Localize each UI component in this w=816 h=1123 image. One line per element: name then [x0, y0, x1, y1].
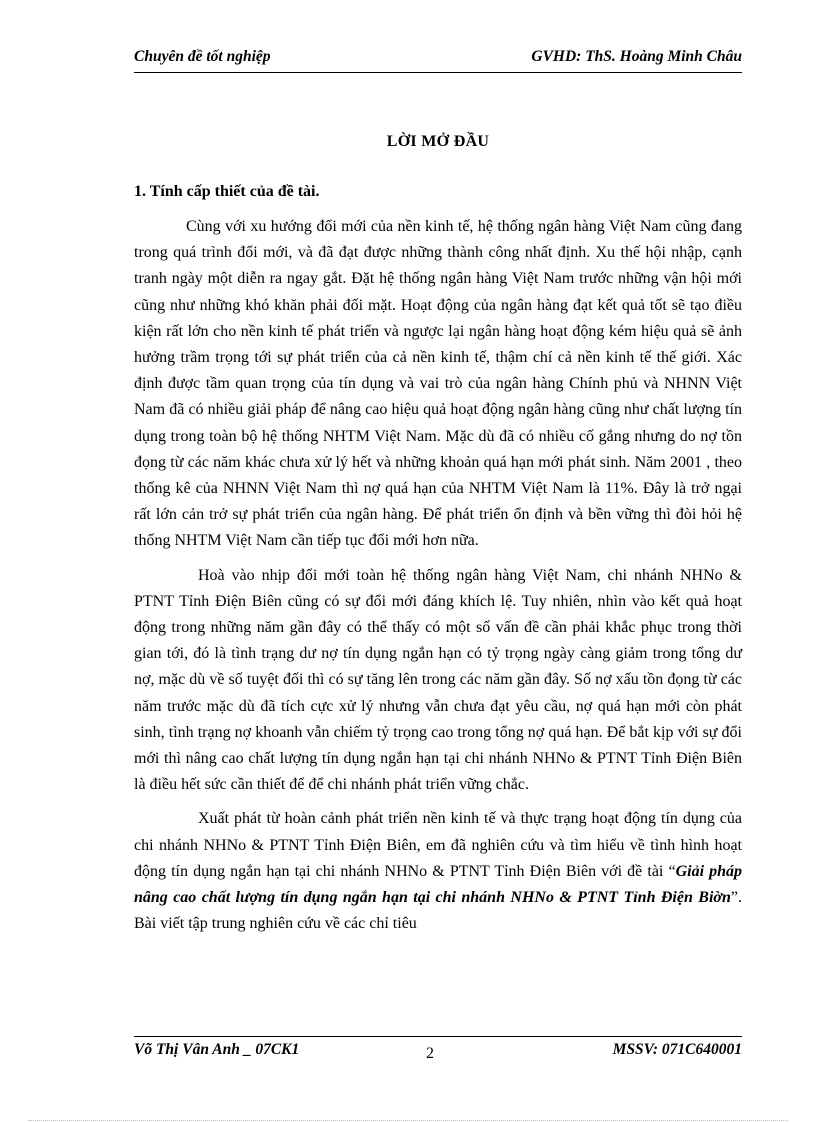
paragraph-3-lead: Xuất phát từ hoàn cảnh phát triển nền kinh tế và thực trạng hoạt động tín dụng của chi nhánh NHNo & PTNT Tỉnh Điện Biên, em đã nghiên cứu và tìm hiểu về tình hình hoạt động tín dụng ngắn hạn tại chi nhánh NHNo & PTNT Tỉnh Điện Biên với đề tài “	[134, 810, 742, 880]
thesis-topic: Giải pháp nâng cao chất lượng tín dụng ngắn hạn tại chi nhánh NHNo & PTNT Tỉnh Điện Biờn	[134, 862, 743, 907]
body-text	[134, 214, 742, 945]
page-footer	[134, 1041, 742, 1063]
page-number: 2	[426, 1045, 434, 1062]
footer-student-id: MSSV: 071C640001	[612, 1041, 742, 1058]
paragraph-2: Hoà vào nhịp đổi mới toàn hệ thống ngân hàng Việt Nam, chi nhánh NHNo & PTNT Tỉnh Điện Biên cũng có sự đổi mới đáng khích lệ. Tuy nhiên, nhìn vào kết quả hoạt động trong những năm gần đây có thể thấy có một số vấn đề cần phải khắc phục trong thời gian tới, đó là tình trạng dư nợ tín dụng ngắn hạn có tỷ trọng ngày càng giảm trong tổng dư nợ, mặc dù về số tuyệt đối thì có sự tăng lên trong các năm gần đây. Số nợ xấu tồn đọng từ các năm trước mặc dù đã tích cực xử lý nhưng vẫn chưa đạt yêu cầu, nợ quá hạn mới còn phát sinh, tình trạng nợ khoanh vẫn chiếm tỷ trọng cao trong tổng nợ quá hạn. Để bắt kịp với sự đổi mới thì nâng cao chất lượng tín dụng ngắn hạn tại chi nhánh NHNo & PTNT Tỉnh Điện Biên là điều hết sức cần thiết để để chi nhánh phát triển vững chắc.	[134, 566, 742, 794]
header-advisor: GVHD: ThS. Hoàng Minh Châu	[531, 48, 742, 65]
paragraph-1: Cùng với xu hướng đổi mới của nền kinh tế, hệ thống ngân hàng Việt Nam cũng đang trong quá trình đổi mới, và đã đạt được những thành công nhất định. Xu thế hội nhập, cạnh tranh ngày một diễn ra ngay gắt. Đặt hệ thống ngân hàng Việt Nam trước những vận hội mới cũng như những khó khăn phải đối mặt. Hoạt động của ngân hàng đạt kết quả tốt sẽ tạo điều kiện rất lớn cho nền kinh tế phát triển và ngược lại ngân hàng hoạt động kém hiệu quả sẽ ảnh hưởng trầm trọng tới sự phát triển của cả nền kinh tế, thậm chí cả nền kinh tế thế giới. Xác định được tầm quan trọng của tín dụng và vai trò của ngân hàng Chính phủ và NHNN Việt Nam đã có nhiều giải pháp để nâng cao hiệu quả hoạt động ngân hàng cũng như chất lượng tín dụng trong toàn bộ hệ thống NHTM Việt Nam. Mặc dù đã có nhiều cố gắng nhưng do nợ tồn đọng từ các năm khác chưa xử lý hết và những khoản quá hạn mới phát sinh. Năm 2001 , theo thống kê của NHNN Việt Nam thì nợ quá hạn của NHTM Việt Nam là 11%. Đây là trở ngại rất lớn cản trở sự phát triển của ngân hàng. Để phát triển ổn định và bền vững thì đòi hỏi hệ thống NHTM Việt Nam cần tiếp tục đổi mới hơn nữa.	[134, 218, 742, 550]
paragraph-3-tail: ”. Bài viết tập trung nghiên cứu về các chỉ tiêu	[134, 889, 742, 933]
page-header	[134, 48, 742, 70]
header-rule	[134, 72, 742, 73]
section-heading: 1. Tính cấp thiết của đề tài.	[134, 183, 320, 200]
header-thesis-label: Chuyên đề tốt nghiệp	[134, 48, 271, 65]
footer-rule	[134, 1036, 742, 1037]
page-title: LỜI MỞ ĐẦU	[386, 133, 490, 150]
page-edge-divider	[28, 1120, 788, 1121]
paragraph-3	[134, 806, 742, 937]
footer-author: Võ Thị Vân Anh _ 07CK1	[134, 1041, 300, 1058]
